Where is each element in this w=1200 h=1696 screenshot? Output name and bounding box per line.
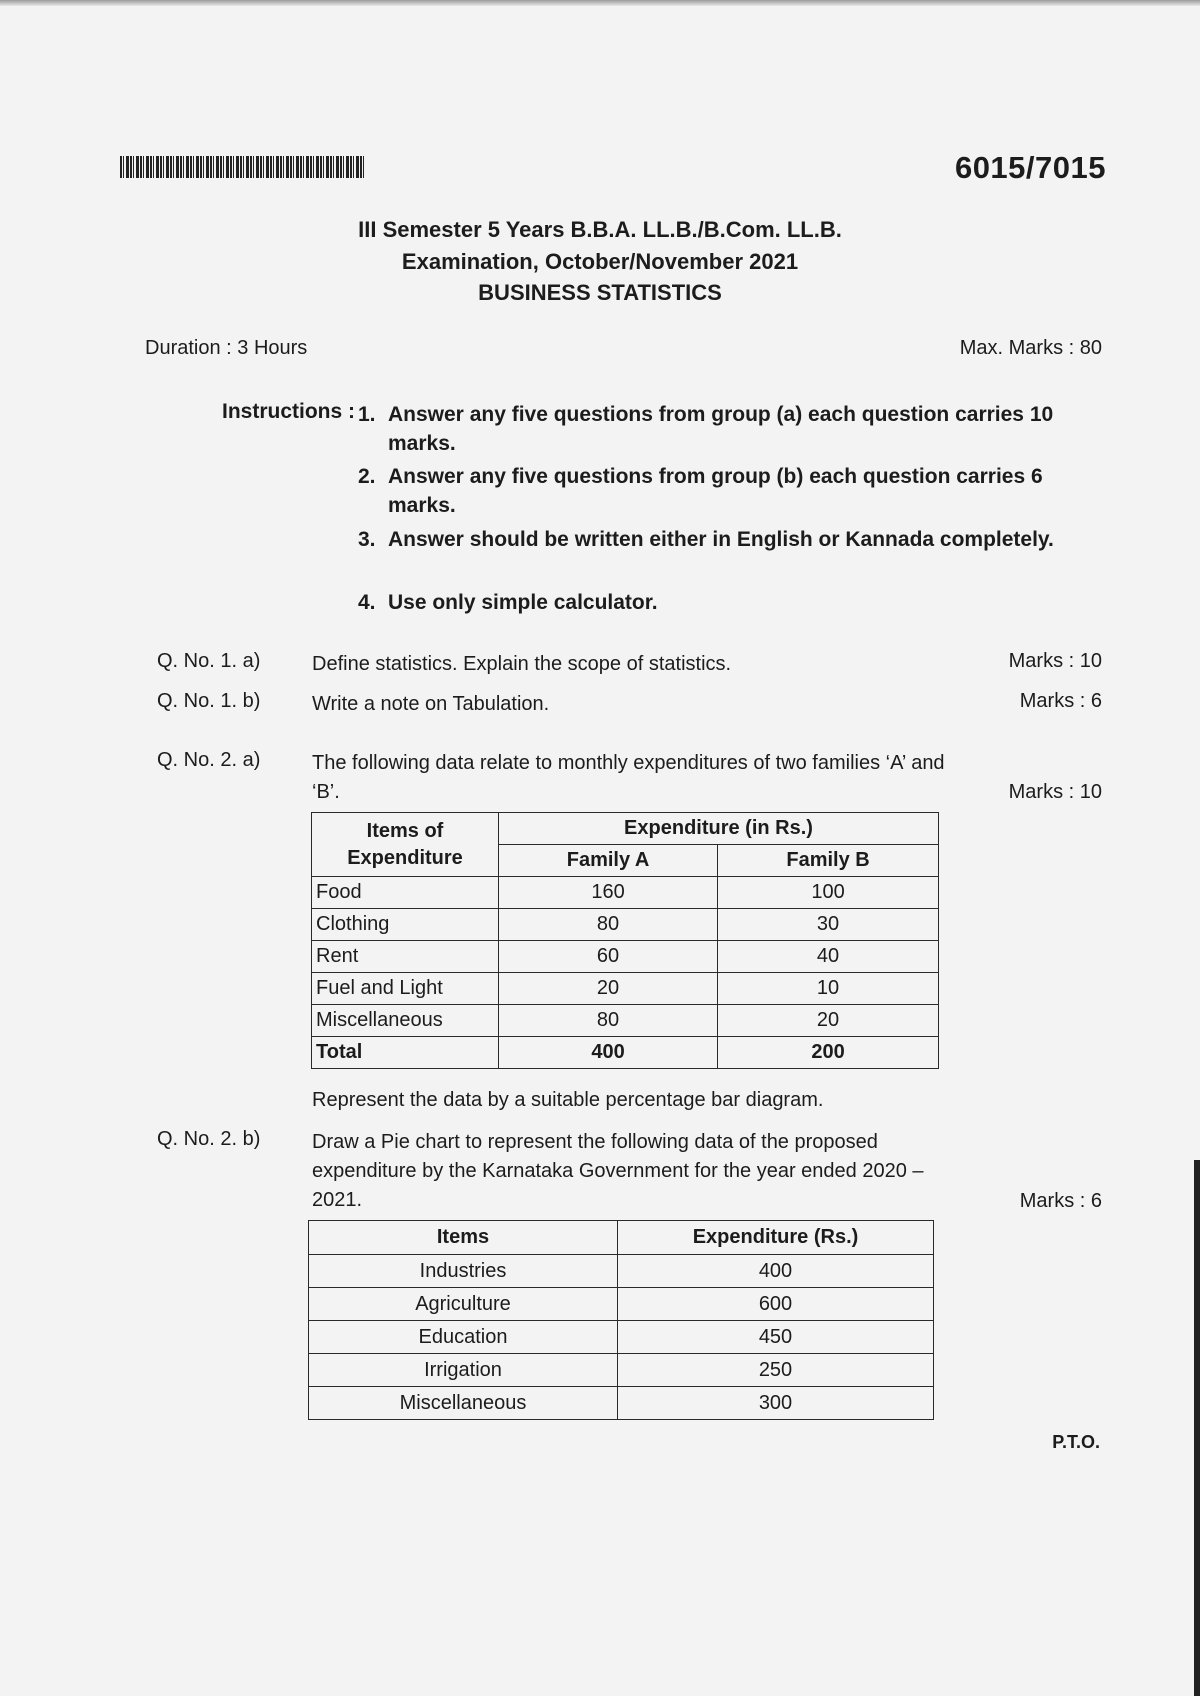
question-label-1b: Q. No. 1. b) xyxy=(157,690,261,712)
table-row xyxy=(309,1255,934,1288)
instruction-text: Answer any five questions from group (a) each question carries 10 marks. xyxy=(388,403,1054,455)
scan-top-edge xyxy=(0,0,1200,6)
table-row xyxy=(312,877,939,909)
cell-item: Food xyxy=(312,877,499,909)
instruction-item xyxy=(358,462,1058,520)
instruction-item xyxy=(358,525,1058,554)
table-row xyxy=(309,1321,934,1354)
scan-right-edge xyxy=(1194,1160,1200,1696)
table-row xyxy=(309,1354,934,1387)
cell-family-b: 100 xyxy=(718,877,939,909)
cell-family-a: 80 xyxy=(499,1005,718,1037)
header-family-a: Family A xyxy=(499,845,718,877)
max-marks: Max. Marks : 80 xyxy=(959,337,1102,359)
table-row xyxy=(312,909,939,941)
title-line-3: BUSINESS STATISTICS xyxy=(478,280,722,305)
marks-1a: Marks : 10 xyxy=(1008,650,1102,672)
question-label-2a: Q. No. 2. a) xyxy=(157,749,261,771)
cell-value: 300 xyxy=(618,1387,934,1420)
expenditure-table-2a xyxy=(311,812,939,1069)
question-label-2b: Q. No. 2. b) xyxy=(157,1128,261,1150)
instruction-number: 2. xyxy=(358,465,376,488)
cell-family-a: 20 xyxy=(499,973,718,1005)
header-expenditure: Expenditure (Rs.) xyxy=(618,1221,934,1255)
cell-value: 600 xyxy=(618,1288,934,1321)
instruction-text: Use only simple calculator. xyxy=(388,591,658,614)
instruction-text: Answer should be written either in English or Kannada completely. xyxy=(388,528,1054,551)
table-row xyxy=(309,1387,934,1420)
header-expenditure: Expenditure (in Rs.) xyxy=(499,813,939,845)
cell-family-b: 20 xyxy=(718,1005,939,1037)
expenditure-table-2b xyxy=(308,1220,934,1420)
instruction-text: Answer any five questions from group (b) each question carries 6 marks. xyxy=(388,465,1043,517)
cell-item: Rent xyxy=(312,941,499,973)
instruction-item xyxy=(358,588,1058,617)
table-row-total xyxy=(312,1037,939,1069)
cell-item: Total xyxy=(312,1037,499,1069)
cell-item: Industries xyxy=(309,1255,618,1288)
barcode xyxy=(120,156,365,178)
cell-family-b: 200 xyxy=(718,1037,939,1069)
table-row xyxy=(312,941,939,973)
table-row xyxy=(312,1005,939,1037)
cell-value: 400 xyxy=(618,1255,934,1288)
cell-family-b: 30 xyxy=(718,909,939,941)
instructions-label: Instructions : xyxy=(222,400,356,423)
cell-item: Irrigation xyxy=(309,1354,618,1387)
marks-2b: Marks : 6 xyxy=(1019,1190,1102,1212)
cell-family-a: 400 xyxy=(499,1037,718,1069)
title-line-2: Examination, October/November 2021 xyxy=(401,249,799,274)
cell-item: Education xyxy=(309,1321,618,1354)
marks-2a: Marks : 10 xyxy=(1008,781,1102,803)
cell-item: Fuel and Light xyxy=(312,973,499,1005)
header-items-of-expenditure: Items of Expenditure xyxy=(312,813,499,877)
paper-code: 6015/7015 xyxy=(954,150,1106,185)
cell-family-b: 10 xyxy=(718,973,939,1005)
question-text-1a: Define statistics. Explain the scope of statistics. xyxy=(312,653,732,675)
title-line-1: III Semester 5 Years B.B.A. LL.B./B.Com. LL.B. xyxy=(358,217,842,242)
cell-value: 250 xyxy=(618,1354,934,1387)
table-row xyxy=(312,973,939,1005)
instruction-number: 1. xyxy=(358,403,376,426)
question-followup-2a: Represent the data by a suitable percentage bar diagram. xyxy=(312,1089,824,1111)
table-row xyxy=(309,1288,934,1321)
cell-family-b: 40 xyxy=(718,941,939,973)
header-items: Items xyxy=(309,1221,618,1255)
cell-family-a: 60 xyxy=(499,941,718,973)
pto-label: P.T.O. xyxy=(1052,1432,1100,1452)
cell-family-a: 160 xyxy=(499,877,718,909)
cell-item: Clothing xyxy=(312,909,499,941)
duration: Duration : 3 Hours xyxy=(145,337,308,359)
cell-item: Miscellaneous xyxy=(309,1387,618,1420)
instruction-number: 4. xyxy=(358,591,376,614)
question-text-2a: The following data relate to monthly expenditures of two families ‘A’ and ‘B’. xyxy=(312,752,945,803)
question-text-2b: Draw a Pie chart to represent the following data of the proposed expenditure by the Karnataka Government for the year ended 2020 – 2021. xyxy=(312,1131,924,1211)
header-family-b: Family B xyxy=(718,845,939,877)
question-text-1b: Write a note on Tabulation. xyxy=(312,693,550,715)
instruction-number: 3. xyxy=(358,528,376,551)
cell-family-a: 80 xyxy=(499,909,718,941)
instruction-item xyxy=(358,400,1058,458)
question-label-1a: Q. No. 1. a) xyxy=(157,650,261,672)
cell-item: Miscellaneous xyxy=(312,1005,499,1037)
marks-1b: Marks : 6 xyxy=(1019,690,1102,712)
cell-value: 450 xyxy=(618,1321,934,1354)
cell-item: Agriculture xyxy=(309,1288,618,1321)
